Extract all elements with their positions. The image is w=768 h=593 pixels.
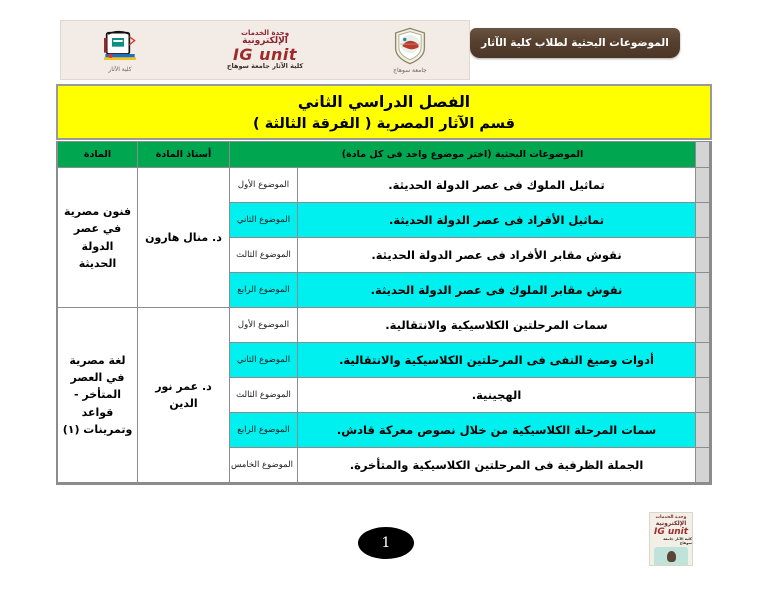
ig-unit-logo (227, 30, 303, 70)
faculty-logo-caption: كلية الآثار (108, 66, 132, 73)
ig-unit-line1: وحدة الخدمات (240, 28, 290, 37)
ig-unit-line2: الإلكترونية (242, 36, 288, 47)
header-banner (470, 28, 680, 58)
topic-order-cell: الموضوع الرابع (230, 273, 298, 308)
faculty-logo-slot (61, 22, 179, 78)
ig-unit-logo-slot (179, 22, 351, 78)
topic-cell: تماثيل الأفراد فى عصر الدولة الحديثة. (298, 203, 696, 238)
topic-cell: أدوات وصيغ النفى فى المرحلتين الكلاسيكية والانتقالية. (298, 343, 696, 378)
topic-cell: سمات المرحلتين الكلاسيكية والانتقالية. (298, 308, 696, 343)
topic-cell: نقوش مقابر الملوك فى عصر الدولة الحديثة. (298, 273, 696, 308)
footer-ig-unit-logo (649, 512, 693, 566)
table-row (58, 168, 710, 203)
person-icon (667, 551, 676, 562)
university-logo-slot (351, 22, 469, 78)
header-banner-label: الموضوعات البحثية لطلاب كلية الآثار (481, 37, 669, 49)
topic-order-cell: الموضوع الثالث (230, 378, 298, 413)
topic-order-cell: الموضوع الأول (230, 308, 298, 343)
table-spacer-cell (696, 273, 710, 308)
subject-cell: لغة مصرية في العصر المتأخر - قواعد وتمرينات (١) (58, 308, 138, 483)
footer-logo-line2: الإلكترونية (655, 520, 687, 527)
university-logo-caption: جامعة سوهاج (393, 67, 427, 74)
table-spacer-cell (696, 308, 710, 343)
page-title-block (56, 84, 712, 140)
table-header-row (58, 142, 710, 168)
table-spacer-header (696, 142, 710, 168)
footer-logo-photo (654, 547, 688, 565)
department-title: قسم الآثار المصرية ( الفرقة الثالثة ) (253, 115, 515, 132)
logo-strip (60, 20, 470, 80)
column-header-professor: أستاذ المادة (138, 142, 230, 168)
table-spacer-cell (696, 203, 710, 238)
table-spacer-cell (696, 343, 710, 378)
subject-cell: فنون مصرية في عصر الدولة الحديثة (58, 168, 138, 308)
topic-order-cell: الموضوع الثالث (230, 238, 298, 273)
table-spacer-cell (696, 238, 710, 273)
column-header-topics: الموضوعات البحثية (اختر موضوع واحد فى كل مادة) (230, 142, 696, 168)
table-header (58, 142, 710, 168)
footer-logo-line1: وحدة الخدمات (655, 515, 687, 520)
ig-unit-line4: كلية الآثار جامعة سوهاج (226, 62, 304, 71)
professor-cell: د. عمر نور الدين (138, 308, 230, 483)
table-spacer-cell (696, 448, 710, 483)
table-spacer-cell (696, 413, 710, 448)
page-header (0, 20, 768, 82)
research-topics-table-wrapper (56, 141, 712, 485)
topic-cell: الجملة الظرفية فى المرحلتين الكلاسيكية والمتأخرة. (298, 448, 696, 483)
topic-cell: نقوش مقابر الأفراد فى عصر الدولة الحديثة. (298, 238, 696, 273)
topic-cell: سمات المرحلة الكلاسيكية من خلال نصوص معركة قادش. (298, 413, 696, 448)
table-body (58, 168, 710, 483)
table-row (58, 308, 710, 343)
semester-title: الفصل الدراسي الثاني (297, 92, 471, 111)
table-spacer-cell (696, 168, 710, 203)
topic-order-cell: الموضوع الخامس (230, 448, 298, 483)
sohag-university-logo (393, 26, 427, 66)
topic-order-cell: الموضوع الثاني (230, 343, 298, 378)
topic-cell: تماثيل الملوك فى عصر الدولة الحديثة. (298, 168, 696, 203)
table-spacer-cell (696, 378, 710, 413)
professor-cell: د. منال هارون (138, 168, 230, 308)
column-header-subject: المادة (58, 142, 138, 168)
topic-order-cell: الموضوع الثاني (230, 203, 298, 238)
faculty-of-archaeology-logo (100, 27, 140, 65)
page-number-badge: 1 (358, 527, 414, 559)
topic-order-cell: الموضوع الأول (230, 168, 298, 203)
topic-cell: الهجينية. (298, 378, 696, 413)
topic-order-cell: الموضوع الرابع (230, 413, 298, 448)
research-topics-table (57, 141, 710, 483)
footer-logo-line3: IG unit (653, 527, 689, 537)
ig-unit-line3: IG unit (232, 44, 298, 64)
footer-logo-line4: كلية الآثار جامعة سوهاج (663, 537, 692, 545)
